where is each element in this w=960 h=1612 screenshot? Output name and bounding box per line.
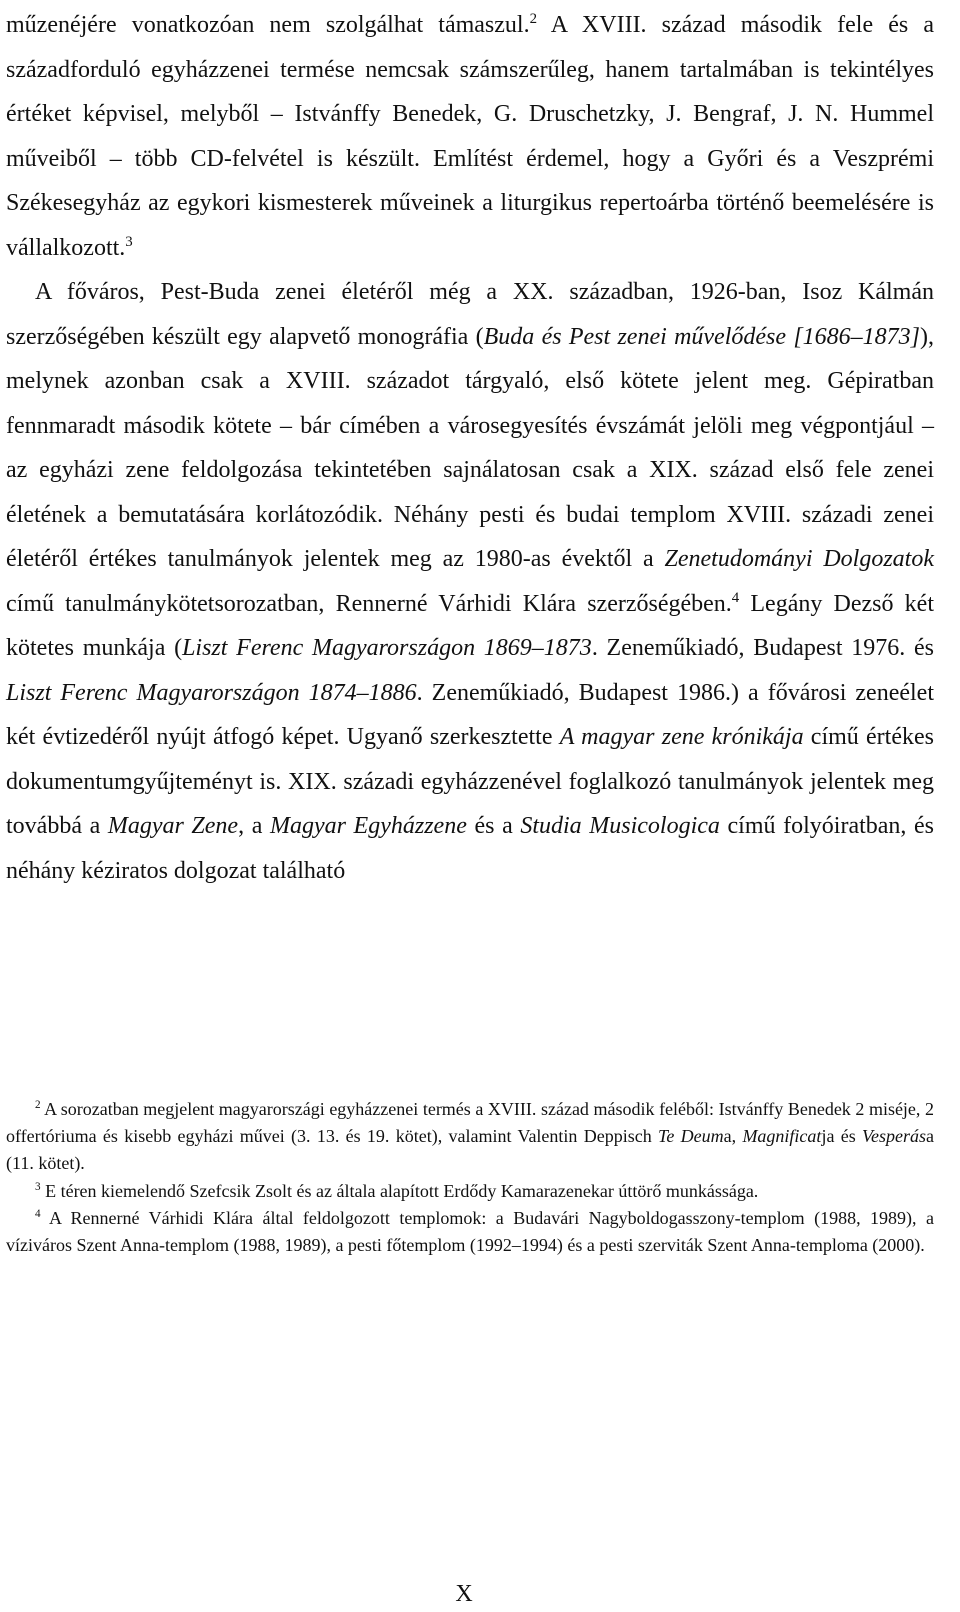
text-run: , a (238, 813, 270, 839)
footnote-number: 3 (35, 1180, 41, 1193)
italic-title: Magyar Egyházzene (269, 813, 467, 839)
text-run: a, (723, 1126, 743, 1147)
footnote-3 (6, 1178, 934, 1205)
italic-title: Liszt Ferenc Magyarországon 1869–1873 (182, 635, 592, 661)
footnote-number: 2 (35, 1099, 41, 1112)
paragraph-1 (6, 3, 934, 270)
italic-title: A magyar zene krónikája (559, 724, 804, 750)
main-text (6, 3, 934, 893)
text-run: E téren kiemelendő Szefcsik Zsolt és az általa alapított Erdődy Kamarazenekar úttörő munkássága. (40, 1180, 759, 1201)
text-run: A Rennerné Várhidi Klára által feldolgozott templomok: a Budavári Nagyboldogasszony-templom (1988, 1989), a víziváros Szent Anna-templom (1988, 1989), a pesti főtemplom (1992–1994) és a pesti szerviták Szent Anna-temploma (2000). (6, 1207, 934, 1256)
italic-title: Zenetudományi Dolgozatok (664, 546, 934, 572)
italic-title: Te Deum (658, 1126, 724, 1147)
text-run: a (11. kötet). (6, 1126, 935, 1174)
footnote-ref-3: 3 (125, 233, 133, 250)
italic-title: Liszt Ferenc Magyarországon 1874–1886 (6, 679, 417, 706)
text-run: A sorozatban megjelent magyarországi egyházzenei termés a XVIII. század második feléből: Istvánffy Benedek 2 miséje, 2 offertóriuma és kisebb egyházi művei (3. 13. és 19. kötet), valamint Valentin Deppisch (6, 1099, 934, 1147)
italic-title: Vesperás (862, 1126, 927, 1147)
footnote-2 (6, 1096, 934, 1178)
footnotes (6, 1096, 934, 1259)
paragraph-2 (6, 270, 934, 893)
footnote-ref-4: 4 (731, 589, 740, 606)
italic-title: Studia Musicologica (520, 813, 720, 839)
footnote-4 (6, 1205, 934, 1259)
text-run: Legány Dezső két kötetes munkája ( (6, 590, 934, 661)
page-number: X (455, 1581, 473, 1607)
italic-title: Buda és Pest zenei művelődése [1686–1873] (483, 323, 920, 350)
italic-title: Magnificat (742, 1126, 822, 1147)
text-run: című folyóiratban, és néhány kéziratos dolgozat található (6, 813, 935, 884)
text-run: című értékes dokumentumgyűjteményt is. XIX. századi egyházzenével foglalkozó tanulmányok jelentek meg továbbá a (6, 724, 934, 839)
text-run: ja és (821, 1126, 863, 1147)
text-run: A XVIII. század második fele és a századforduló egyházzenei termése nemcsak számszerűleg, hanem tartalmában is tekintélyes értéket képvisel, melyből – Istvánffy Benedek, G. Druschetzky, J. Bengraf, J. N. Hummel műveiből – több CD-felvétel is készült. Említést érdemel, hogy a Győri és a Veszprémi Székesegyház az egykori kismesterek műveinek a liturgikus repertoárba történő beemelésére is vállalkozott. (6, 12, 934, 261)
footnote-number: 4 (35, 1207, 41, 1220)
text-run: . Zeneműkiadó, Budapest 1976. és (591, 635, 934, 661)
text-run: műzenéjére vonatkozóan nem szolgálhat támaszul. (6, 12, 530, 38)
text-run: A főváros, Pest-Buda zenei életéről még a XX. században, 1926-ban, Isoz Kálmán szerzőségében készült egy alapvető monográfia ( (6, 279, 934, 350)
text-run: és a (466, 813, 521, 839)
italic-title: Magyar Zene (107, 813, 239, 839)
footnote-ref-2: 2 (529, 10, 538, 27)
text-run: ), melynek azonban csak a XVIII. századot tárgyaló, első kötete jelent meg. Gépiratban fennmaradt második kötete – bár címében a városegyesítés évszámát jelöli meg végpontjául – az egyházi zene feldolgozása tekintetében sajnálatosan csak a XIX. század első fele zenei életének a bemutatására korlátozódik. Néhány pesti és budai templom XVIII. századi zenei életéről értékes tanulmányok jelentek meg az 1980-as évektől a (6, 323, 934, 572)
text-run: című tanulmánykötetsorozatban, Rennerné Várhidi Klára szerzőségében. (6, 590, 732, 617)
text-run: . Zeneműkiadó, Budapest 1986.) a fővárosi zeneélet két évtizedéről nyújt átfogó képet. Ugyanő szerkesztette (6, 679, 934, 750)
